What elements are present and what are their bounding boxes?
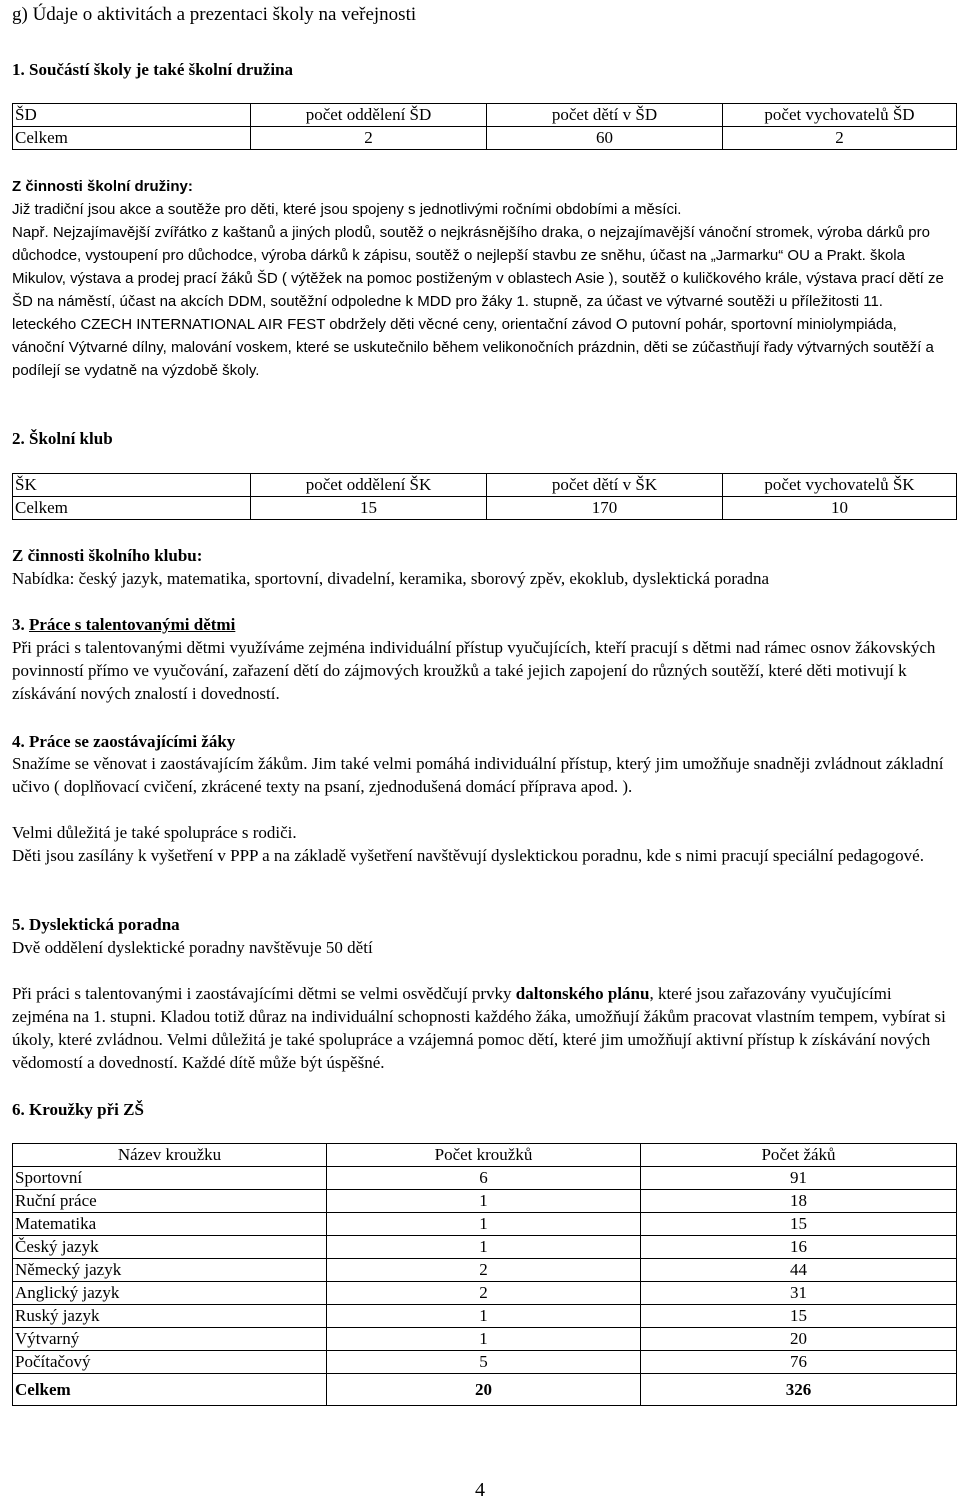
sd-activity-intro: Již tradiční jsou akce a soutěže pro děti, které jsou spojeny s jednotlivými ročními obdobími a měsíci. xyxy=(12,201,682,218)
table-row xyxy=(13,1328,957,1351)
table-cell: 44 xyxy=(641,1259,957,1282)
sd-activity-body: Např. Nejzajímavější zvířátko z kaštanů a jiných plodů, soutěž o nejkrásnějšího draka, o nejzajímavější vánoční stromek, výroba dárků pro důchodce, vystoupení pro důchodce, výroba dárků k zápisu, soutěž o nejlepší stavbu ze sněhu, účast na „Jarmarku“ OU a Prakt. škola Mikulov, výstava a prodej prací žáků ŠD ( výtěžek na pomoc postiženým v oblastech Asie ), soutěž o kuličkového krále, výstava prací dětí ze ŠD na náměstí, účast na akcích DDM, soutěžní odpoledne k MDD pro žáky 1. stupně, za účast ve výtvarné soutěži u příležitosti 11. leteckého CZECH INTERNATIONAL AIR FEST obdržely děti věcné ceny, orientační závod O putovní pohár, sportovní miniolympiáda, vánoční Výtvarné dílny, malování voskem, které se uskutečnilo během velikonočních prázdnin, děti se zúčastňují řady výtvarných soutěží a podílejí se vydatně na výzdobě školy. xyxy=(12,224,944,379)
s6-title: 6. Kroužky při ZŠ xyxy=(12,1100,144,1119)
table-row xyxy=(13,1351,957,1374)
s5-body: Dvě oddělení dyslektické poradny navštěvuje 50 dětí xyxy=(12,938,373,957)
table-cell: 10 xyxy=(723,497,957,520)
s3-title-text: Práce s talentovanými dětmi xyxy=(29,615,236,634)
table-cell: 91 xyxy=(641,1167,957,1190)
table-cell: 2 xyxy=(327,1259,641,1282)
table-row xyxy=(13,1305,957,1328)
table-cell: 6 xyxy=(327,1167,641,1190)
table-header-cell: počet dětí v ŠD xyxy=(487,104,723,127)
table-header-cell: ŠK xyxy=(13,474,251,497)
table-cell: Celkem xyxy=(13,497,251,520)
table-row xyxy=(13,1144,957,1167)
table-header-cell: ŠD xyxy=(13,104,251,127)
table-header-cell: počet dětí v ŠK xyxy=(487,474,723,497)
table-cell: 5 xyxy=(327,1351,641,1374)
table-cell: 170 xyxy=(487,497,723,520)
table-cell: 15 xyxy=(251,497,487,520)
table-row xyxy=(13,104,957,127)
table-cell: Ruský jazyk xyxy=(13,1305,327,1328)
table-row xyxy=(13,1167,957,1190)
table-cell: 2 xyxy=(723,127,957,150)
table-cell: 18 xyxy=(641,1190,957,1213)
table-cell: 326 xyxy=(641,1374,957,1406)
table-row xyxy=(13,1282,957,1305)
s4-paragraph-1: Snažíme se věnovat i zaostávajícím žákům. Jim také velmi pomáhá individuální přístup, který jim umožňuje snadněji zvládnout základní učivo ( doplňovací cvičení, zkrácené texty na psaní, zjednodušená domácí příprava apod. ). xyxy=(12,754,944,796)
table-header-cell: Počet kroužků xyxy=(327,1144,641,1167)
table-cell: Matematika xyxy=(13,1213,327,1236)
table-row xyxy=(13,1213,957,1236)
table-row xyxy=(13,1190,957,1213)
table-cell: Počítačový xyxy=(13,1351,327,1374)
s3-number: 3. xyxy=(12,615,25,634)
table-total-row xyxy=(13,1374,957,1406)
table-header-cell: počet oddělení ŠK xyxy=(251,474,487,497)
table-cell: 20 xyxy=(641,1328,957,1351)
dalton-text-after: , které jsou zařazovány vyučujícími zejména na 1. stupni. Kladou totiž důraz na individuální schopnosti každého žáka, umožňují žákům pracovat vlastním tempem, vybírat si úkoly, které zvládnou. Velmi důležitá je také spolupráce a vzájemná pomoc dětí, které jim umožňují aktivní přístup k získávání nových vědomostí a dovedností. Každé dítě může být úspěšné. xyxy=(12,984,946,1072)
table-cell: 15 xyxy=(641,1305,957,1328)
table-cell: Celkem xyxy=(13,1374,327,1406)
table-cell: 1 xyxy=(327,1236,641,1259)
table-header-cell: počet vychovatelů ŠD xyxy=(723,104,957,127)
s4-title-text: Práce se zaostávajícími žáky xyxy=(29,732,236,751)
table-cell: 60 xyxy=(487,127,723,150)
table-cell: 1 xyxy=(327,1213,641,1236)
section-heading: g) Údaje o aktivitách a prezentaci školy na veřejnosti xyxy=(12,4,417,25)
table-cell: 16 xyxy=(641,1236,957,1259)
sk-activity-title: Z činnosti školního klubu: xyxy=(12,546,203,565)
table-cell: Výtvarný xyxy=(13,1328,327,1351)
clubs-table xyxy=(12,1143,957,1406)
table-cell: 15 xyxy=(641,1213,957,1236)
s2-title: 2. Školní klub xyxy=(12,429,113,448)
sd-activity-title: Z činnosti školní družiny: xyxy=(12,178,193,195)
table-cell: 20 xyxy=(327,1374,641,1406)
page-number: 4 xyxy=(475,1479,485,1501)
s4-paragraph-2: Velmi důležitá je také spolupráce s rodiči. xyxy=(12,823,297,842)
table-cell: 1 xyxy=(327,1305,641,1328)
dalton-plan-emphasis: daltonského plánu xyxy=(515,984,650,1003)
sd-table xyxy=(12,103,957,150)
s4-paragraph-3: Děti jsou zasílány k vyšetření v PPP a na základě vyšetření navštěvují dyslektickou poradnu, kde s nimi pracují speciální pedagogové. xyxy=(12,846,924,865)
sk-activity-body: Nabídka: český jazyk, matematika, sportovní, divadelní, keramika, sborový zpěv, ekoklub, dyslektická poradna xyxy=(12,569,770,588)
table-row xyxy=(13,127,957,150)
table-cell: Anglický jazyk xyxy=(13,1282,327,1305)
table-cell: 76 xyxy=(641,1351,957,1374)
table-cell: Sportovní xyxy=(13,1167,327,1190)
s4-title xyxy=(12,730,948,753)
table-header-cell: Název kroužku xyxy=(13,1144,327,1167)
table-cell: Celkem xyxy=(13,127,251,150)
table-cell: Český jazyk xyxy=(13,1236,327,1259)
table-header-cell: počet vychovatelů ŠK xyxy=(723,474,957,497)
table-row xyxy=(13,474,957,497)
table-cell: Německý jazyk xyxy=(13,1259,327,1282)
table-row xyxy=(13,1236,957,1259)
dalton-text-before: Při práci s talentovanými i zaostávajícími dětmi se velmi osvědčují prvky xyxy=(12,984,516,1003)
table-header-cell: Počet žáků xyxy=(641,1144,957,1167)
sk-table xyxy=(12,473,957,520)
s4-number: 4. xyxy=(12,732,25,751)
table-cell: 1 xyxy=(327,1328,641,1351)
s3-body: Při práci s talentovanými dětmi využíváme zejména individuální přístup vyučujících, kteří pracují s dětmi nad rámec osnov žákovských povinností přímo ve vyučování, zařazení dětí do zájmových kroužků a také jejich zapojení do různých soutěží, které děti motivují k získávání nových znalostí i dovedností. xyxy=(12,638,936,703)
s3-title xyxy=(12,613,948,636)
table-header-cell: počet oddělení ŠD xyxy=(251,104,487,127)
table-row xyxy=(13,1259,957,1282)
table-cell: 1 xyxy=(327,1190,641,1213)
dalton-paragraph xyxy=(12,982,948,1074)
s1-title: 1. Součástí školy je také školní družina xyxy=(12,60,294,79)
table-cell: 2 xyxy=(251,127,487,150)
table-cell: 31 xyxy=(641,1282,957,1305)
table-row xyxy=(13,497,957,520)
s5-title: 5. Dyslektická poradna xyxy=(12,915,180,934)
table-cell: 2 xyxy=(327,1282,641,1305)
table-cell: Ruční práce xyxy=(13,1190,327,1213)
